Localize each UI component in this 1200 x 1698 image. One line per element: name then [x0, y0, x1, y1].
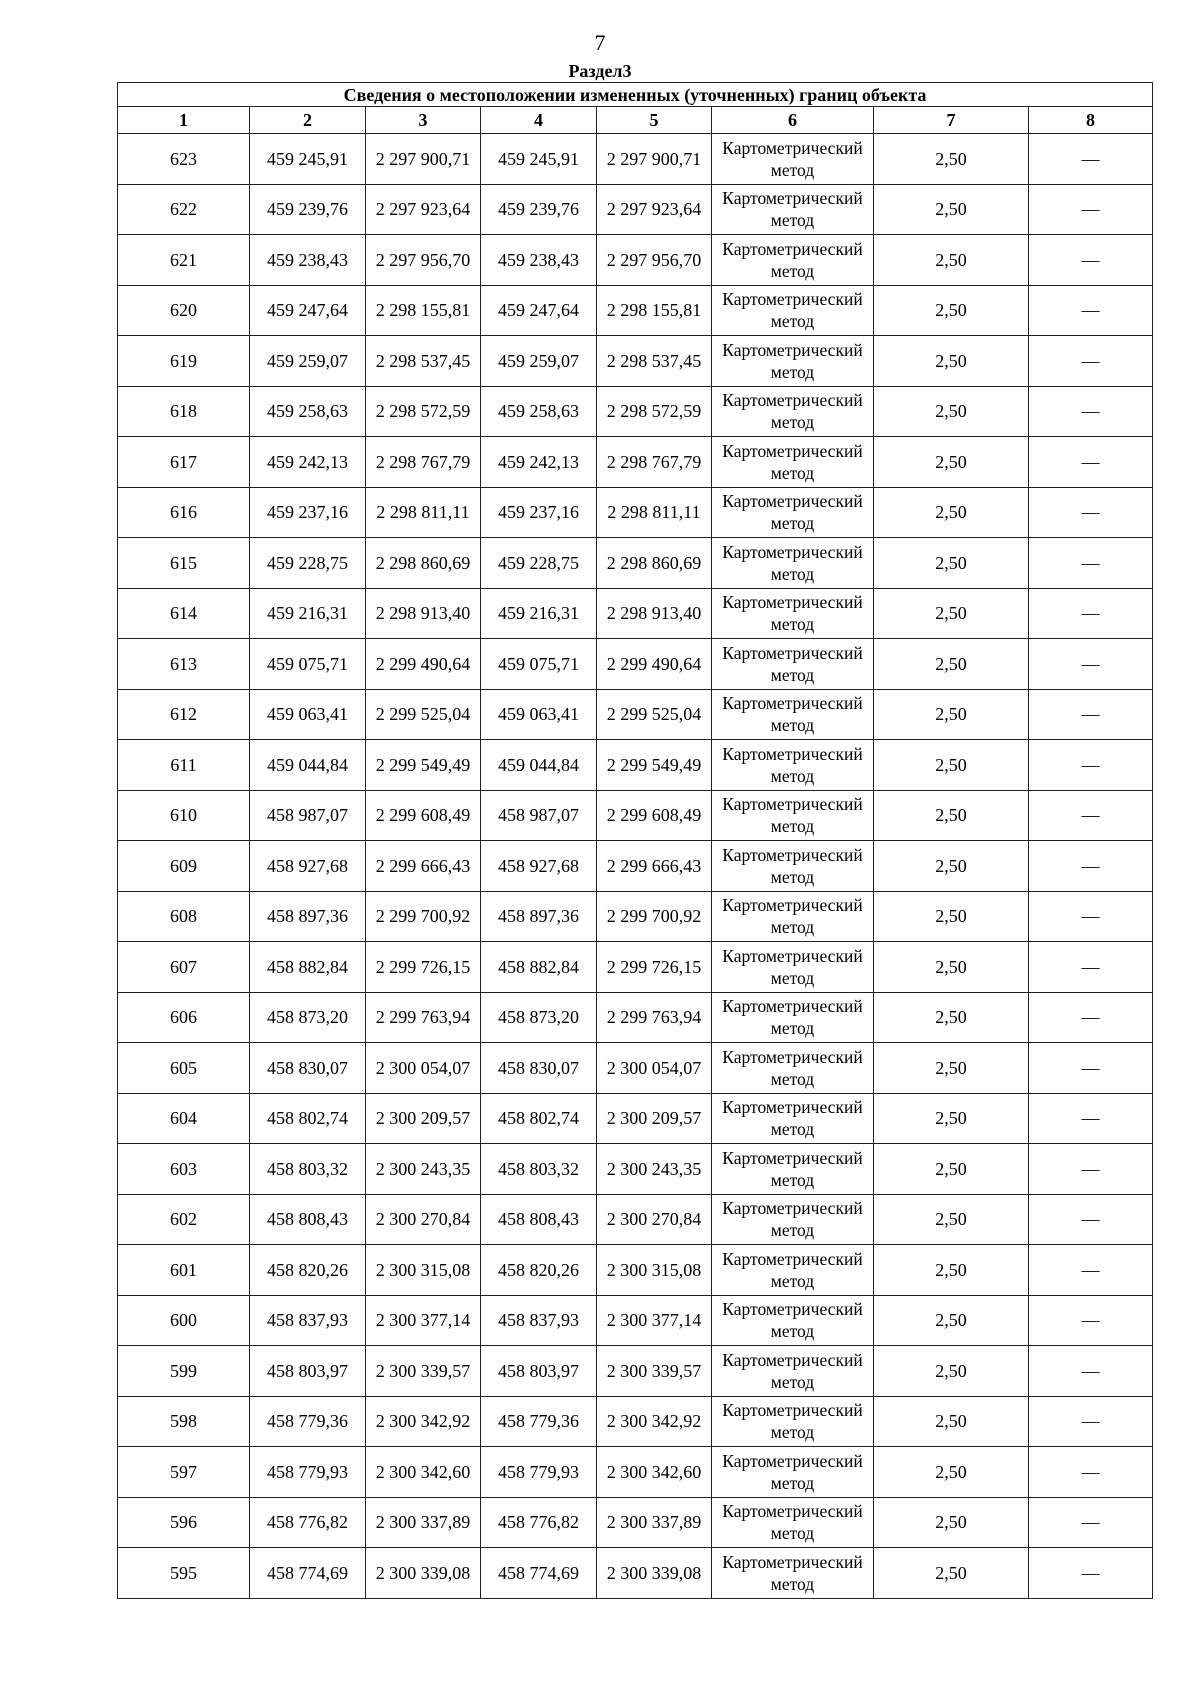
y-old-cell: 2 299 608,49: [366, 790, 481, 841]
point-number-cell: 612: [118, 689, 250, 740]
point-number-cell: 596: [118, 1497, 250, 1548]
x-new-cell: 458 873,20: [481, 992, 597, 1043]
method-cell: Картометрический метод: [712, 285, 874, 336]
accuracy-cell: 2,50: [874, 235, 1029, 286]
accuracy-cell: 2,50: [874, 1194, 1029, 1245]
description-cell: —: [1029, 1295, 1153, 1346]
x-old-cell: 459 258,63: [250, 386, 366, 437]
x-old-cell: 459 238,43: [250, 235, 366, 286]
table-row: [118, 689, 1153, 740]
x-old-cell: 458 774,69: [250, 1548, 366, 1599]
x-old-cell: 459 239,76: [250, 184, 366, 235]
description-cell: —: [1029, 538, 1153, 589]
y-old-cell: 2 298 913,40: [366, 588, 481, 639]
x-old-cell: 459 044,84: [250, 740, 366, 791]
point-number-cell: 615: [118, 538, 250, 589]
y-old-cell: 2 300 339,57: [366, 1346, 481, 1397]
method-cell: Картометрический метод: [712, 1194, 874, 1245]
accuracy-cell: 2,50: [874, 790, 1029, 841]
method-cell: Картометрический метод: [712, 1497, 874, 1548]
description-cell: —: [1029, 437, 1153, 488]
method-cell: Картометрический метод: [712, 1295, 874, 1346]
x-old-cell: 458 837,93: [250, 1295, 366, 1346]
x-new-cell: 458 779,93: [481, 1447, 597, 1498]
y-new-cell: 2 300 337,89: [597, 1497, 712, 1548]
table-row: [118, 942, 1153, 993]
y-new-cell: 2 299 490,64: [597, 639, 712, 690]
method-cell: Картометрический метод: [712, 639, 874, 690]
x-new-cell: 458 808,43: [481, 1194, 597, 1245]
description-cell: —: [1029, 1093, 1153, 1144]
description-cell: —: [1029, 639, 1153, 690]
column-header: 8: [1029, 107, 1153, 134]
description-cell: —: [1029, 1194, 1153, 1245]
table-row: [118, 790, 1153, 841]
y-new-cell: 2 298 767,79: [597, 437, 712, 488]
x-new-cell: 458 774,69: [481, 1548, 597, 1599]
method-cell: Картометрический метод: [712, 740, 874, 791]
accuracy-cell: 2,50: [874, 1144, 1029, 1195]
y-new-cell: 2 298 811,11: [597, 487, 712, 538]
table-row: [118, 1194, 1153, 1245]
y-new-cell: 2 300 339,08: [597, 1548, 712, 1599]
accuracy-cell: 2,50: [874, 740, 1029, 791]
table-row: [118, 235, 1153, 286]
x-new-cell: 458 897,36: [481, 891, 597, 942]
point-number-cell: 611: [118, 740, 250, 791]
description-cell: —: [1029, 942, 1153, 993]
table-row: [118, 1346, 1153, 1397]
y-old-cell: 2 298 811,11: [366, 487, 481, 538]
column-header: 3: [366, 107, 481, 134]
table-row: [118, 437, 1153, 488]
description-cell: —: [1029, 1043, 1153, 1094]
y-new-cell: 2 299 666,43: [597, 841, 712, 892]
accuracy-cell: 2,50: [874, 336, 1029, 387]
y-new-cell: 2 297 923,64: [597, 184, 712, 235]
table-row: [118, 1144, 1153, 1195]
x-old-cell: 458 779,93: [250, 1447, 366, 1498]
y-new-cell: 2 300 209,57: [597, 1093, 712, 1144]
accuracy-cell: 2,50: [874, 588, 1029, 639]
description-cell: —: [1029, 235, 1153, 286]
y-new-cell: 2 299 525,04: [597, 689, 712, 740]
method-cell: Картометрический метод: [712, 790, 874, 841]
y-old-cell: 2 300 315,08: [366, 1245, 481, 1296]
method-cell: Картометрический метод: [712, 689, 874, 740]
y-old-cell: 2 300 377,14: [366, 1295, 481, 1346]
table-row: [118, 336, 1153, 387]
table-row: [118, 740, 1153, 791]
x-new-cell: 458 779,36: [481, 1396, 597, 1447]
table-row: [118, 1295, 1153, 1346]
x-old-cell: 459 247,64: [250, 285, 366, 336]
description-cell: —: [1029, 487, 1153, 538]
method-cell: Картометрический метод: [712, 1346, 874, 1397]
x-new-cell: 459 242,13: [481, 437, 597, 488]
y-old-cell: 2 300 209,57: [366, 1093, 481, 1144]
method-cell: Картометрический метод: [712, 1043, 874, 1094]
y-old-cell: 2 298 860,69: [366, 538, 481, 589]
description-cell: —: [1029, 1346, 1153, 1397]
point-number-cell: 620: [118, 285, 250, 336]
point-number-cell: 605: [118, 1043, 250, 1094]
x-new-cell: 459 228,75: [481, 538, 597, 589]
x-new-cell: 458 837,93: [481, 1295, 597, 1346]
description-cell: —: [1029, 588, 1153, 639]
point-number-cell: 601: [118, 1245, 250, 1296]
x-old-cell: 458 882,84: [250, 942, 366, 993]
description-cell: —: [1029, 1447, 1153, 1498]
description-cell: —: [1029, 1548, 1153, 1599]
y-old-cell: 2 300 339,08: [366, 1548, 481, 1599]
y-old-cell: 2 299 726,15: [366, 942, 481, 993]
y-new-cell: 2 299 549,49: [597, 740, 712, 791]
x-old-cell: 458 830,07: [250, 1043, 366, 1094]
y-new-cell: 2 298 537,45: [597, 336, 712, 387]
accuracy-cell: 2,50: [874, 437, 1029, 488]
x-new-cell: 459 239,76: [481, 184, 597, 235]
accuracy-cell: 2,50: [874, 1093, 1029, 1144]
accuracy-cell: 2,50: [874, 1346, 1029, 1397]
description-cell: —: [1029, 1497, 1153, 1548]
x-old-cell: 459 245,91: [250, 134, 366, 185]
method-cell: Картометрический метод: [712, 841, 874, 892]
x-old-cell: 458 873,20: [250, 992, 366, 1043]
y-new-cell: 2 300 243,35: [597, 1144, 712, 1195]
y-new-cell: 2 300 377,14: [597, 1295, 712, 1346]
method-cell: Картометрический метод: [712, 891, 874, 942]
x-old-cell: 459 228,75: [250, 538, 366, 589]
description-cell: —: [1029, 891, 1153, 942]
description-cell: —: [1029, 285, 1153, 336]
column-header: 2: [250, 107, 366, 134]
x-old-cell: 459 259,07: [250, 336, 366, 387]
y-old-cell: 2 300 243,35: [366, 1144, 481, 1195]
method-cell: Картометрический метод: [712, 184, 874, 235]
table-row: [118, 1396, 1153, 1447]
method-cell: Картометрический метод: [712, 1245, 874, 1296]
accuracy-cell: 2,50: [874, 538, 1029, 589]
description-cell: —: [1029, 790, 1153, 841]
accuracy-cell: 2,50: [874, 285, 1029, 336]
accuracy-cell: 2,50: [874, 891, 1029, 942]
column-header-row: [118, 107, 1153, 134]
accuracy-cell: 2,50: [874, 689, 1029, 740]
point-number-cell: 606: [118, 992, 250, 1043]
x-old-cell: 459 242,13: [250, 437, 366, 488]
x-old-cell: 458 927,68: [250, 841, 366, 892]
method-cell: Картометрический метод: [712, 588, 874, 639]
method-cell: Картометрический метод: [712, 1144, 874, 1195]
description-cell: —: [1029, 740, 1153, 791]
y-new-cell: 2 297 900,71: [597, 134, 712, 185]
point-number-cell: 622: [118, 184, 250, 235]
description-cell: —: [1029, 689, 1153, 740]
table-row: [118, 1043, 1153, 1094]
x-new-cell: 458 820,26: [481, 1245, 597, 1296]
point-number-cell: 609: [118, 841, 250, 892]
method-cell: Картометрический метод: [712, 437, 874, 488]
accuracy-cell: 2,50: [874, 1497, 1029, 1548]
x-new-cell: 459 063,41: [481, 689, 597, 740]
table-row: [118, 588, 1153, 639]
accuracy-cell: 2,50: [874, 1447, 1029, 1498]
point-number-cell: 602: [118, 1194, 250, 1245]
description-cell: —: [1029, 184, 1153, 235]
description-cell: —: [1029, 1396, 1153, 1447]
column-header: 7: [874, 107, 1029, 134]
y-new-cell: 2 300 342,92: [597, 1396, 712, 1447]
x-new-cell: 458 987,07: [481, 790, 597, 841]
x-old-cell: 458 802,74: [250, 1093, 366, 1144]
method-cell: Картометрический метод: [712, 942, 874, 993]
method-cell: Картометрический метод: [712, 538, 874, 589]
y-old-cell: 2 300 270,84: [366, 1194, 481, 1245]
x-new-cell: 458 803,32: [481, 1144, 597, 1195]
point-number-cell: 610: [118, 790, 250, 841]
y-new-cell: 2 299 763,94: [597, 992, 712, 1043]
point-number-cell: 623: [118, 134, 250, 185]
section-title: Раздел3: [568, 61, 632, 81]
method-cell: Картометрический метод: [712, 235, 874, 286]
point-number-cell: 604: [118, 1093, 250, 1144]
accuracy-cell: 2,50: [874, 386, 1029, 437]
x-old-cell: 458 897,36: [250, 891, 366, 942]
y-new-cell: 2 300 342,60: [597, 1447, 712, 1498]
accuracy-cell: 2,50: [874, 1043, 1029, 1094]
y-new-cell: 2 299 608,49: [597, 790, 712, 841]
point-number-cell: 599: [118, 1346, 250, 1397]
accuracy-cell: 2,50: [874, 942, 1029, 993]
method-cell: Картометрический метод: [712, 386, 874, 437]
method-cell: Картометрический метод: [712, 487, 874, 538]
point-number-cell: 617: [118, 437, 250, 488]
table-row: [118, 639, 1153, 690]
accuracy-cell: 2,50: [874, 134, 1029, 185]
point-number-cell: 613: [118, 639, 250, 690]
table-row: [118, 1497, 1153, 1548]
y-old-cell: 2 298 767,79: [366, 437, 481, 488]
method-cell: Картометрический метод: [712, 992, 874, 1043]
y-old-cell: 2 298 537,45: [366, 336, 481, 387]
y-new-cell: 2 300 270,84: [597, 1194, 712, 1245]
x-old-cell: 458 808,43: [250, 1194, 366, 1245]
x-old-cell: 458 776,82: [250, 1497, 366, 1548]
point-number-cell: 597: [118, 1447, 250, 1498]
y-old-cell: 2 300 342,60: [366, 1447, 481, 1498]
x-old-cell: 459 216,31: [250, 588, 366, 639]
y-new-cell: 2 300 054,07: [597, 1043, 712, 1094]
description-cell: —: [1029, 841, 1153, 892]
x-new-cell: 459 237,16: [481, 487, 597, 538]
x-new-cell: 458 802,74: [481, 1093, 597, 1144]
column-header: 5: [597, 107, 712, 134]
y-old-cell: 2 299 763,94: [366, 992, 481, 1043]
x-old-cell: 458 820,26: [250, 1245, 366, 1296]
x-old-cell: 458 779,36: [250, 1396, 366, 1447]
x-new-cell: 458 882,84: [481, 942, 597, 993]
method-cell: Картометрический метод: [712, 1548, 874, 1599]
point-number-cell: 595: [118, 1548, 250, 1599]
x-new-cell: 459 238,43: [481, 235, 597, 286]
point-number-cell: 618: [118, 386, 250, 437]
x-old-cell: 459 063,41: [250, 689, 366, 740]
x-old-cell: 458 987,07: [250, 790, 366, 841]
y-old-cell: 2 298 155,81: [366, 285, 481, 336]
description-cell: —: [1029, 386, 1153, 437]
accuracy-cell: 2,50: [874, 639, 1029, 690]
accuracy-cell: 2,50: [874, 184, 1029, 235]
y-new-cell: 2 299 700,92: [597, 891, 712, 942]
y-new-cell: 2 298 913,40: [597, 588, 712, 639]
x-new-cell: 459 258,63: [481, 386, 597, 437]
table-row: [118, 1447, 1153, 1498]
x-new-cell: 458 830,07: [481, 1043, 597, 1094]
y-new-cell: 2 300 339,57: [597, 1346, 712, 1397]
x-old-cell: 459 237,16: [250, 487, 366, 538]
description-cell: —: [1029, 134, 1153, 185]
accuracy-cell: 2,50: [874, 992, 1029, 1043]
accuracy-cell: 2,50: [874, 487, 1029, 538]
x-new-cell: 459 075,71: [481, 639, 597, 690]
x-new-cell: 458 776,82: [481, 1497, 597, 1548]
point-number-cell: 608: [118, 891, 250, 942]
x-new-cell: 459 044,84: [481, 740, 597, 791]
point-number-cell: 614: [118, 588, 250, 639]
column-header: 1: [118, 107, 250, 134]
x-new-cell: 458 803,97: [481, 1346, 597, 1397]
y-old-cell: 2 297 956,70: [366, 235, 481, 286]
table-row: [118, 1548, 1153, 1599]
table-row: [118, 386, 1153, 437]
y-new-cell: 2 298 155,81: [597, 285, 712, 336]
y-old-cell: 2 299 700,92: [366, 891, 481, 942]
y-new-cell: 2 298 572,59: [597, 386, 712, 437]
y-old-cell: 2 299 525,04: [366, 689, 481, 740]
description-cell: —: [1029, 1144, 1153, 1195]
method-cell: Картометрический метод: [712, 134, 874, 185]
table-row: [118, 891, 1153, 942]
y-old-cell: 2 300 054,07: [366, 1043, 481, 1094]
method-cell: Картометрический метод: [712, 1396, 874, 1447]
accuracy-cell: 2,50: [874, 841, 1029, 892]
table-row: [118, 841, 1153, 892]
description-cell: —: [1029, 1245, 1153, 1296]
y-old-cell: 2 300 337,89: [366, 1497, 481, 1548]
y-new-cell: 2 300 315,08: [597, 1245, 712, 1296]
method-cell: Картометрический метод: [712, 1447, 874, 1498]
y-old-cell: 2 297 900,71: [366, 134, 481, 185]
x-new-cell: 459 247,64: [481, 285, 597, 336]
table-row: [118, 1245, 1153, 1296]
accuracy-cell: 2,50: [874, 1548, 1029, 1599]
table-row: [118, 538, 1153, 589]
x-old-cell: 458 803,97: [250, 1346, 366, 1397]
table-body: [118, 134, 1153, 1599]
y-new-cell: 2 297 956,70: [597, 235, 712, 286]
point-number-cell: 616: [118, 487, 250, 538]
table-row: [118, 1093, 1153, 1144]
method-cell: Картометрический метод: [712, 336, 874, 387]
y-old-cell: 2 299 666,43: [366, 841, 481, 892]
accuracy-cell: 2,50: [874, 1396, 1029, 1447]
y-old-cell: 2 297 923,64: [366, 184, 481, 235]
method-cell: Картометрический метод: [712, 1093, 874, 1144]
accuracy-cell: 2,50: [874, 1245, 1029, 1296]
y-old-cell: 2 298 572,59: [366, 386, 481, 437]
x-new-cell: 459 259,07: [481, 336, 597, 387]
table-row: [118, 184, 1153, 235]
column-header: 6: [712, 107, 874, 134]
table-caption: Сведения о местоположении измененных (уточненных) границ объекта: [118, 83, 1153, 107]
x-old-cell: 459 075,71: [250, 639, 366, 690]
point-number-cell: 621: [118, 235, 250, 286]
accuracy-cell: 2,50: [874, 1295, 1029, 1346]
table-row: [118, 134, 1153, 185]
table-row: [118, 285, 1153, 336]
point-number-cell: 607: [118, 942, 250, 993]
y-old-cell: 2 299 549,49: [366, 740, 481, 791]
y-new-cell: 2 299 726,15: [597, 942, 712, 993]
point-number-cell: 598: [118, 1396, 250, 1447]
point-number-cell: 619: [118, 336, 250, 387]
point-number-cell: 603: [118, 1144, 250, 1195]
y-old-cell: 2 299 490,64: [366, 639, 481, 690]
x-new-cell: 458 927,68: [481, 841, 597, 892]
y-new-cell: 2 298 860,69: [597, 538, 712, 589]
x-new-cell: 459 245,91: [481, 134, 597, 185]
table-row: [118, 992, 1153, 1043]
x-new-cell: 459 216,31: [481, 588, 597, 639]
column-header: 4: [481, 107, 597, 134]
description-cell: —: [1029, 336, 1153, 387]
y-old-cell: 2 300 342,92: [366, 1396, 481, 1447]
page-number: 7: [594, 30, 606, 55]
coordinates-table: [117, 82, 1153, 1599]
point-number-cell: 600: [118, 1295, 250, 1346]
table-row: [118, 487, 1153, 538]
description-cell: —: [1029, 992, 1153, 1043]
x-old-cell: 458 803,32: [250, 1144, 366, 1195]
